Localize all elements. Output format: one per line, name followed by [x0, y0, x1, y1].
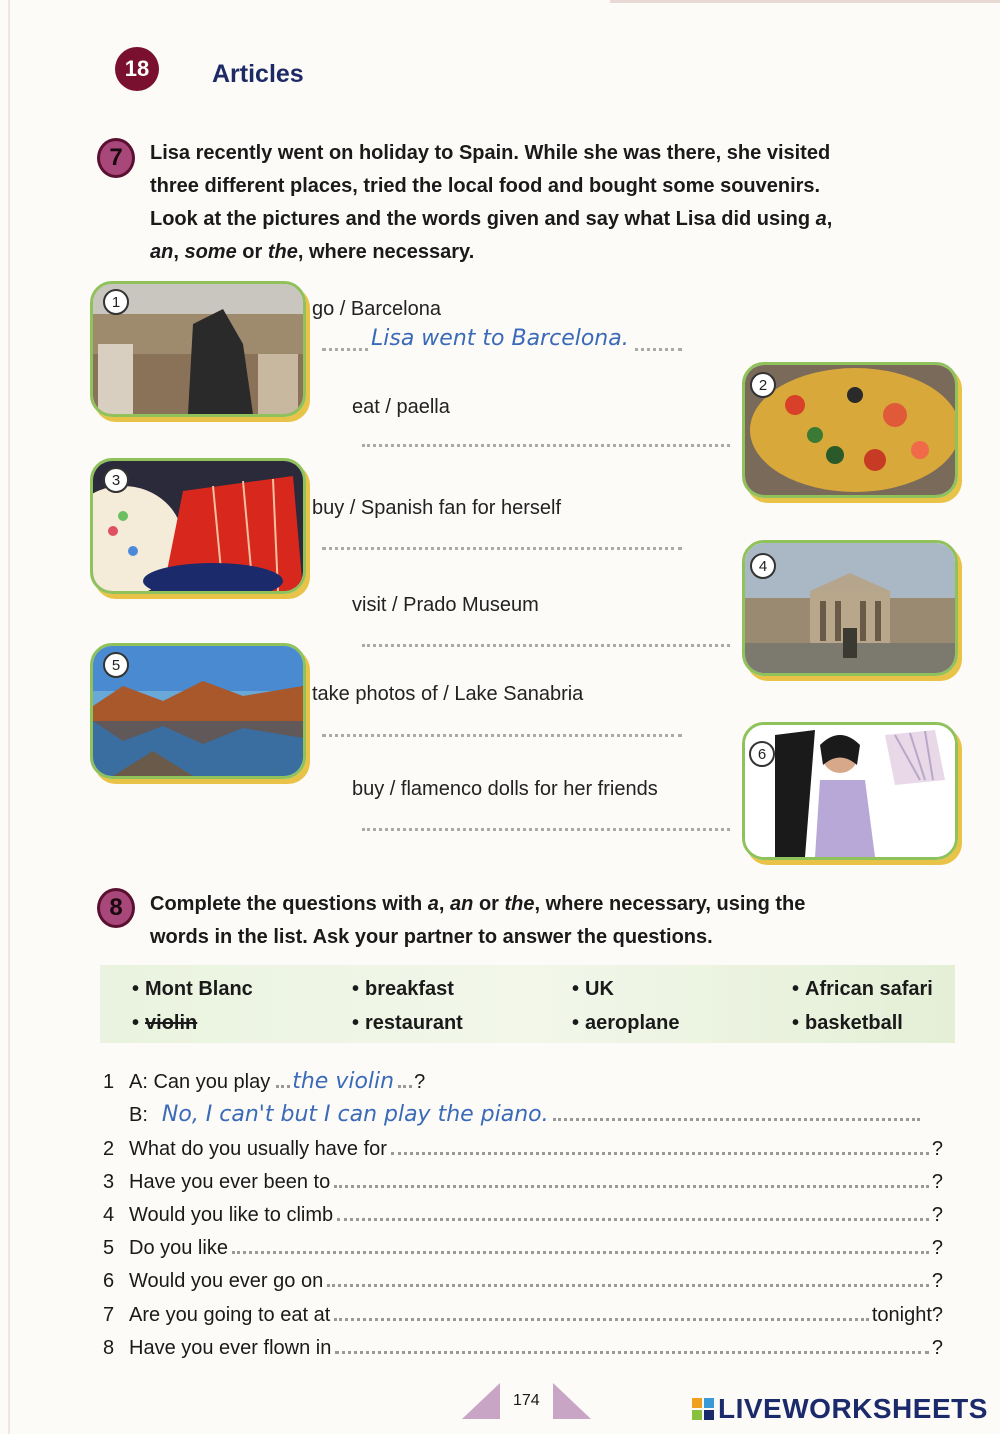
- liveworksheets-logo-icon: [692, 1398, 714, 1420]
- answer-line[interactable]: [327, 1284, 929, 1287]
- exercise-8-instructions: [150, 888, 940, 954]
- instruction-line: Complete the questions with a, an or the, where necessary, using the: [150, 893, 806, 915]
- page-next-triangle: [553, 1383, 591, 1419]
- answer-line[interactable]: [232, 1251, 929, 1254]
- item-5-prompt: take photos of / Lake Sanabria: [312, 683, 584, 705]
- question-1-b-answer[interactable]: No, I can't but I can play the piano.: [161, 1102, 549, 1127]
- exercise-7-badge: 7: [97, 138, 135, 178]
- item-3-answer-line[interactable]: [322, 535, 682, 550]
- question-3: 3 Have you ever been to ?: [103, 1171, 943, 1193]
- answer-line[interactable]: [391, 1152, 929, 1155]
- word-african-safari: • African safari: [792, 978, 933, 1000]
- instruction-line: Look at the pictures and the words given and say what Lisa did using a,: [150, 208, 833, 230]
- word-breakfast: • breakfast: [352, 978, 454, 1000]
- answer-line[interactable]: [335, 1351, 929, 1354]
- word-basketball: • basketball: [792, 1012, 903, 1034]
- item-1-answer[interactable]: Lisa went to Barcelona.: [368, 326, 632, 351]
- flamenco-doll-photo: [742, 722, 958, 860]
- question-1-answer[interactable]: the violin: [292, 1069, 395, 1094]
- word-restaurant: • restaurant: [352, 1012, 463, 1034]
- item-4-number: 4: [750, 553, 776, 579]
- word-violin: • violin: [132, 1012, 198, 1034]
- item-1-prompt: go / Barcelona: [312, 298, 441, 320]
- page-number: 174: [513, 1392, 540, 1409]
- question-5: 5 Do you like ?: [103, 1237, 943, 1259]
- item-2-answer-line[interactable]: [362, 432, 730, 447]
- answer-line[interactable]: [334, 1185, 929, 1188]
- word-uk: • UK: [572, 978, 614, 1000]
- instruction-line: words in the list. Ask your partner to answer the questions.: [150, 926, 713, 948]
- item-4-answer-line[interactable]: [362, 632, 730, 647]
- item-4-prompt: visit / Prado Museum: [352, 594, 539, 616]
- item-1-number: 1: [103, 289, 129, 315]
- instruction-line: Lisa recently went on holiday to Spain. While she was there, she visited: [150, 142, 831, 164]
- question-1: 1 A: Can you play the violin ?: [103, 1069, 426, 1094]
- item-2-prompt: eat / paella: [352, 396, 450, 418]
- question-6: 6 Would you ever go on ?: [103, 1270, 943, 1292]
- page-prev-triangle: [462, 1383, 500, 1419]
- liveworksheets-logo: LIVEWORKSHEETS: [692, 1393, 988, 1425]
- item-6-answer-line[interactable]: [362, 816, 730, 831]
- question-1-b-line: B: No, I can't but I can play the piano.: [103, 1097, 923, 1127]
- left-margin-rule: [8, 0, 10, 1434]
- word-aeroplane: • aeroplane: [572, 1012, 680, 1034]
- answer-line[interactable]: [334, 1318, 869, 1321]
- instruction-line: three different places, tried the local food and bought some souvenirs.: [150, 175, 821, 197]
- instruction-line: an, some or the, where necessary.: [150, 241, 475, 263]
- item-6-prompt: buy / flamenco dolls for her friends: [352, 778, 658, 800]
- item-5-number: 5: [103, 652, 129, 678]
- answer-line[interactable]: [553, 1118, 920, 1121]
- item-6-number: 6: [749, 741, 775, 767]
- question-7: 7 Are you going to eat at tonight?: [103, 1304, 943, 1326]
- top-rule: [610, 0, 1000, 3]
- item-3-number: 3: [103, 467, 129, 493]
- exercise-8-badge: 8: [97, 888, 135, 928]
- question-8: 8 Have you ever flown in ?: [103, 1337, 943, 1359]
- unit-number-badge: 18: [115, 47, 159, 91]
- word-mont-blanc: • Mont Blanc: [132, 978, 253, 1000]
- item-3-prompt: buy / Spanish fan for herself: [312, 497, 562, 519]
- exercise-7-instructions: [150, 137, 940, 269]
- page-title: Articles: [212, 60, 304, 88]
- question-2: 2 What do you usually have for ?: [103, 1138, 943, 1160]
- item-2-number: 2: [750, 372, 776, 398]
- item-5-answer-line[interactable]: [322, 722, 682, 737]
- answer-line[interactable]: [337, 1218, 929, 1221]
- question-4: 4 Would you like to climb ?: [103, 1204, 943, 1226]
